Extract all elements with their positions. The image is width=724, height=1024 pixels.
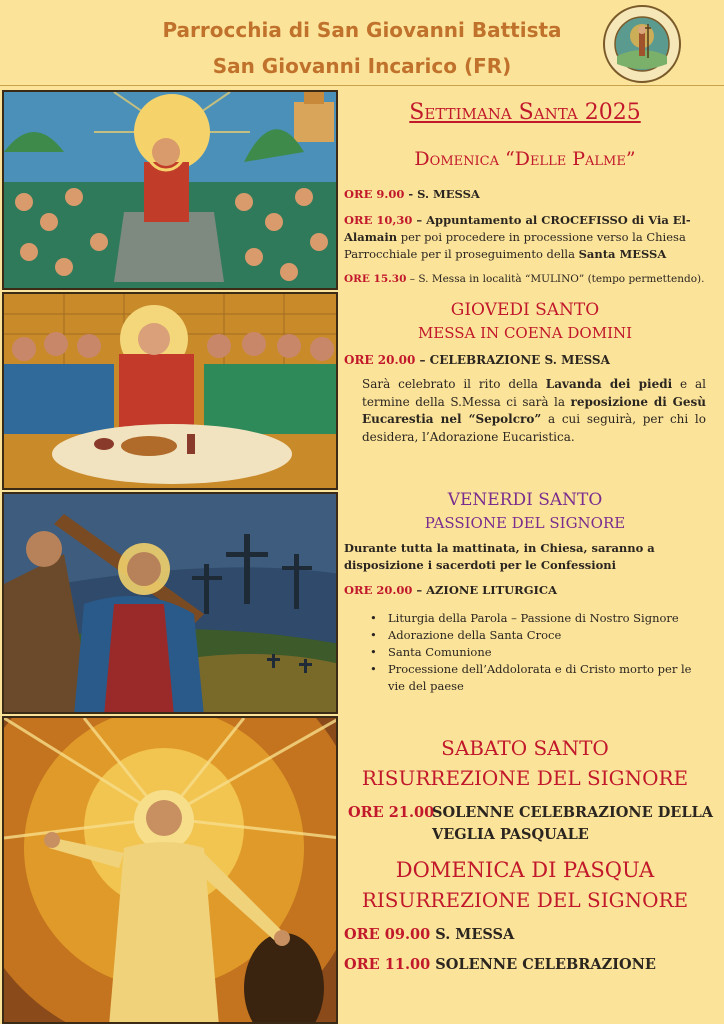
parish-seal-icon <box>602 4 682 84</box>
vigil-event-line-2: VEGLIA PASQUALE <box>432 826 589 843</box>
list-item: • Adorazione della Santa Croce <box>370 627 710 644</box>
page-header <box>0 0 724 86</box>
holy-thursday-event: ORE 20.00 – CELEBRAZIONE S. MESSA <box>344 353 610 367</box>
easter-mass-2: ORE 11.00 SOLENNE CELEBRAZIONE <box>344 956 656 973</box>
last-supper-image <box>2 292 338 490</box>
way-of-the-cross-image <box>2 492 338 714</box>
easter-mass-1: ORE 09.00 S. MESSA <box>344 926 515 943</box>
palm-sunday-event-2: ORE 10,30 – Appuntamento al CROCEFISSO di Via El-Alamain per poi procedere in processione verso la Chiesa Parrocchiale per il proseguimento della Santa MESSA <box>344 213 691 261</box>
holy-thursday-subtitle: MESSA IN COENA DOMINI <box>417 324 633 342</box>
holy-saturday-subtitle: RISURREZIONE DEL SIGNORE <box>361 766 689 790</box>
holy-thursday-title: GIOVEDI SANTO <box>450 300 600 320</box>
holy-thursday-description: Sarà celebrato il rito della Lavanda dei piedi e al termine della S.Messa ci sarà la reposizione di Gesù Eucarestia nel “Sepolcro” a cui seguirà, per chi lo desidera, l’Adorazione Eucaristica. <box>362 377 706 444</box>
page-title: Settimana Santa 2025 <box>409 100 641 125</box>
good-friday-subtitle: PASSIONE DEL SIGNORE <box>424 514 626 532</box>
palm-sunday-event-3: ORE 15.30 – S. Messa in località “MULINO” (tempo permettendo). <box>344 273 705 285</box>
good-friday-intro: Durante tutta la mattinata, in Chiesa, saranno a disposizione i sacerdoti per le Confessioni <box>344 541 655 572</box>
vigil-event-line-1: SOLENNE CELEBRAZIONE DELLA <box>432 804 713 821</box>
vigil-time: ORE 21.00 <box>348 804 435 821</box>
holy-saturday-title: SABATO SANTO <box>441 736 609 760</box>
easter-sunday-subtitle: RISURREZIONE DEL SIGNORE <box>361 888 689 912</box>
good-friday-event: ORE 20.00 – AZIONE LITURGICA <box>344 583 557 597</box>
palm-sunday-event-1: ORE 9.00 - S. MESSA <box>344 187 480 201</box>
easter-sunday-title: DOMENICA DI PASQUA <box>395 858 655 882</box>
liturgy-list <box>370 610 710 695</box>
list-item: • Liturgia della Parola – Passione di Nostro Signore <box>370 610 710 627</box>
good-friday-title: VENERDI SANTO <box>447 490 603 510</box>
resurrection-image <box>2 716 338 1024</box>
palm-sunday-title: Domenica “Delle Palme” <box>414 148 636 170</box>
palm-sunday-image <box>2 90 338 290</box>
list-item: • Santa Comunione <box>370 644 710 661</box>
list-item: • Processione dell’Addolorata e di Cristo morto per le vie del paese <box>370 661 710 695</box>
parish-location: San Giovanni Incarico (FR) <box>212 54 512 78</box>
parish-name: Parrocchia di San Giovanni Battista <box>162 18 562 42</box>
